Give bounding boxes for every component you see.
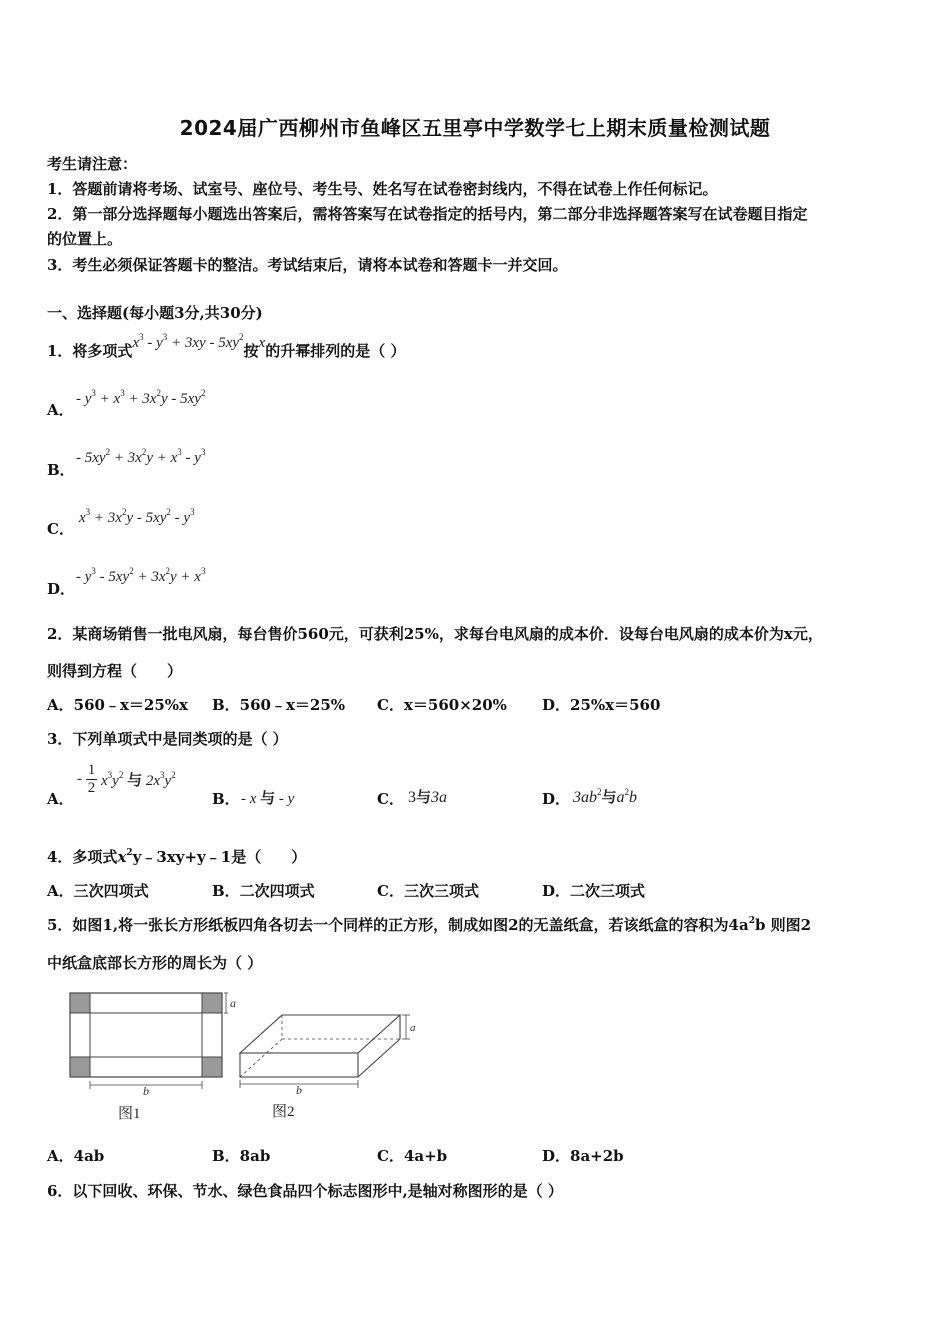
question-2: 2．某商场销售一批电风扇，每台售价560元，可获利25%，求每台电风扇的成本价．设每台电风扇的成本价为x元， [47,625,823,643]
question-3: 3．下列单项式中是同类项的是（ ） [47,730,288,748]
fig2-label-b: b [296,1083,302,1097]
q4-option-b: B．二次四项式 [212,882,315,900]
q1-option-d-label: D． [47,580,76,598]
q4-option-a: A．三次四项式 [47,882,149,900]
figure-1 [70,993,236,1120]
q1-mid: 按 [243,342,259,360]
q4-option-c: C．三次三项式 [377,882,479,900]
notice-item-3: 3．考生必须保证答题卡的整洁。考试结束后，请将本试卷和答题卡一并交回。 [47,256,568,274]
q1-option-c: $x^3 + 3x^2y - 5xy^2 - y^3$ [79,507,195,526]
q3-c-left: 3 [408,789,416,806]
q1-option-d: - $y^3 - 5xy^2 + 3x^2y + x^3$ [76,566,206,585]
q5-line1-end: b 则图2 [754,916,812,934]
q1-option-a-label: A． [47,401,74,419]
q1-var: x [258,335,266,351]
q3-option-b: - x 与 - y [241,791,295,807]
q5-option-a: A．4ab [47,1147,105,1165]
notice-item-2-cont: 的位置上。 [47,230,123,248]
question-2-cont: 则得到方程（ ） [47,662,183,680]
q3-option-d-label: D． [542,790,571,808]
q3-frac-den: 2 [87,780,96,796]
q5-option-d: D．8a+2b [542,1147,624,1165]
q2-option-b: B．560﹣x＝25% [212,696,346,714]
fig1-label-a: a [230,996,236,1010]
question-5-cont: 中纸盒底部长方形的周长为（ ） [47,954,263,972]
q3-frac-num: 1 [87,762,96,778]
fig2-label-a: a [410,1022,416,1034]
q4-option-d: D．二次三项式 [542,882,646,900]
figure-2 [240,1015,416,1120]
q3-option-a-label: A． [47,790,74,808]
q3-c-right: 3a [431,789,448,806]
fig1-label-b: b [143,1084,149,1098]
q5-option-b: B．8ab [212,1147,271,1165]
q2-option-a: A．560﹣x＝25%x [47,696,188,714]
q3-d-with: 与 [601,790,617,806]
fig2-caption: 图2 [272,1104,295,1120]
q1-suffix: 的升幂排列的是（ ） [265,342,406,360]
q3-option-c-label: C． [377,790,404,808]
q1-option-c-label: C． [47,520,74,538]
q5-figures [60,985,420,1120]
q3-c-with: 与 [416,790,432,806]
fig1-caption: 图1 [118,1106,141,1120]
q4-stem-a: 4．多项式 [47,848,118,866]
section-heading: 一、选择题(每小题3分,共30分) [47,304,263,322]
q1-option-b: - $5xy^2 + 3x^2y + x^3 - y^3$ [76,447,206,466]
q5-line1: 5．如图1,将一张长方形纸板四角各切去一个同样的正方形，制成如图2的无盖纸盒，若该纸盒的容积为4a [47,916,749,934]
question-6: 6．以下回收、环保、节水、绿色食品四个标志图形中,是轴对称图形的是（ ） [47,1182,563,1200]
notice-heading: 考生请注意： [47,155,138,173]
q4-stem-b: y﹣3xy+y﹣1是（ ） [132,848,307,866]
question-1 [47,332,406,361]
q5-option-c: C．4a+b [377,1147,448,1165]
question-5: 5．如图1,将一张长方形纸板四角各切去一个同样的正方形，制成如图2的无盖纸盒，若该纸盒的容积为$4a^2b$ 则图2 [47,916,812,934]
q1-polynomial: $x^3 - y^3 + 3xy - 5xy^2$ [132,332,244,351]
q2-option-c: C．x＝560×20% [377,696,507,714]
page-title: 2024届广西柳州市鱼峰区五里亭中学数学七上期末质量检测试题 [179,116,771,140]
q3-option-c [408,786,447,807]
notice-item-2: 2．第一部分选择题每小题选出答案后，需将答案写在试卷指定的括号内，第二部分非选择题答案写在试卷题目指定 [47,205,808,223]
q2-option-d: D．25%x＝560 [542,696,661,714]
q3-b-with: 与 [260,791,276,807]
q3-option-d: $3ab^2$与$a^2b$ [573,787,638,806]
q1-prefix: 1．将多项式 [47,342,133,360]
notice-item-1: 1．答题前请将考场、试室号、座位号、考生号、姓名写在试卷密封线内，不得在试卷上作任何标记。 [47,180,718,198]
q1-option-a: - $y^3 + x^3 + 3x^2y - 5xy^2$ [76,388,206,407]
q3-a-with: 与 [127,773,143,789]
question-4: 4．多项式$x^2y﹣3xy+y﹣1$是（ ） [47,848,307,866]
q3-option-a: - $\frac{1}{2}$ $x^3y^2$ 与 $2x^3y^2$ [77,762,176,796]
q1-option-b-label: B． [47,461,75,479]
q3-option-b-label: B． [212,790,240,808]
